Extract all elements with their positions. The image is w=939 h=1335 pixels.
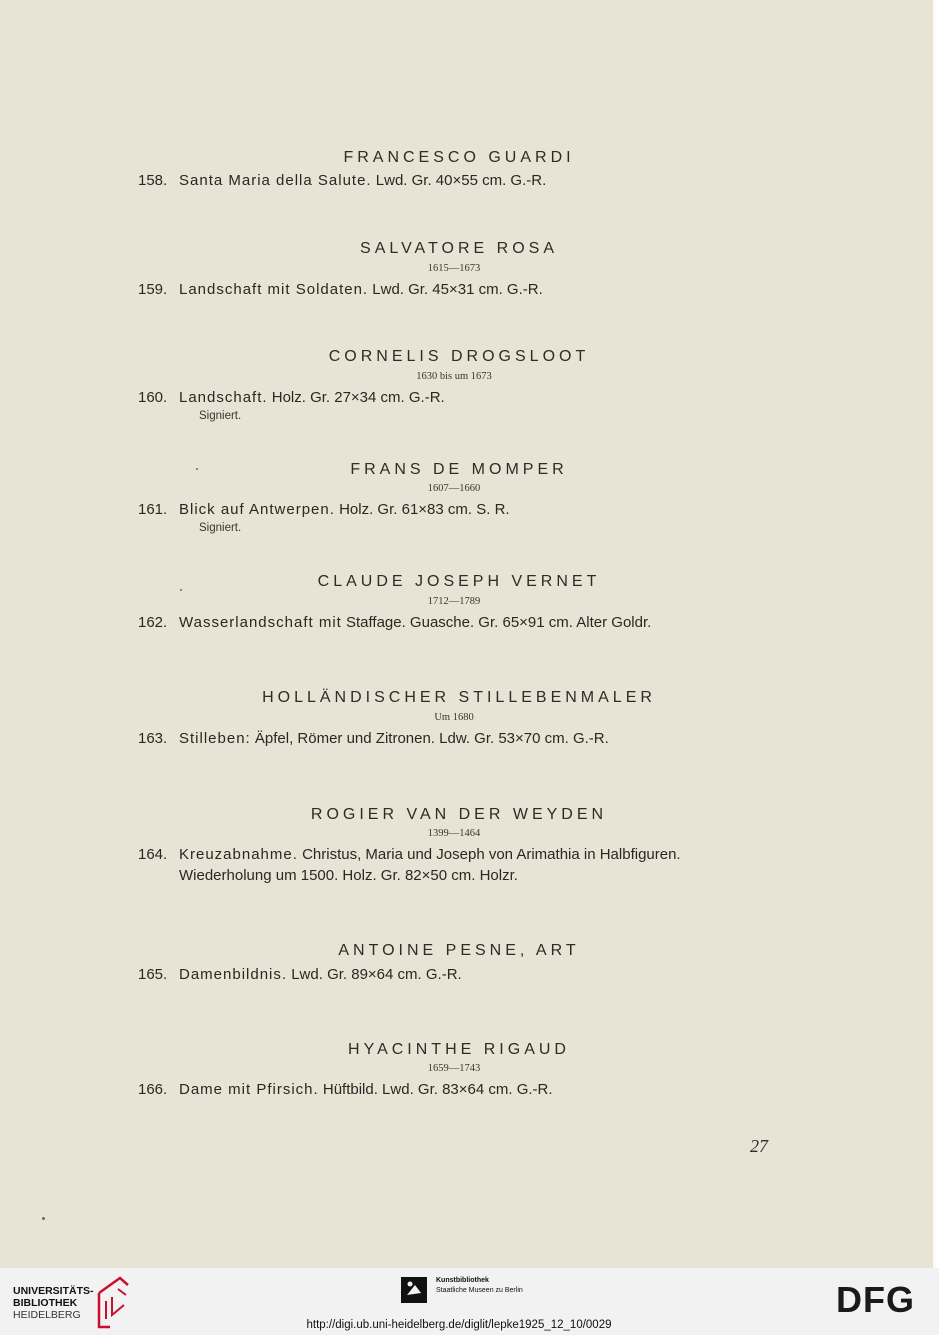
artist-heading: HOLLÄNDISCHER STILLEBENMALER [262, 689, 656, 706]
dfg-logo-text: DFG [836, 1282, 915, 1316]
entry-note: Signiert. [199, 522, 242, 534]
paper-speck [196, 468, 198, 470]
artist-heading: SALVATORE ROSA [360, 240, 558, 257]
entry-title: Blick auf Antwerpen. [179, 501, 335, 518]
artist-dates: 1712—1789 [427, 596, 481, 607]
entry-title: Santa Maria della Salute. [179, 172, 372, 189]
library-name [13, 1285, 94, 1321]
artist-dates: 1399—1464 [427, 828, 481, 839]
entry-number: 159. [138, 281, 168, 298]
artist-heading: FRANS DE MOMPER [350, 461, 568, 478]
kb-line: Kunstbibliothek [436, 1277, 489, 1284]
page-number: 27 [750, 1136, 768, 1156]
catalog-entry-line [138, 846, 681, 863]
artist-heading: ANTOINE PESNE, ART [338, 942, 580, 959]
paper-speck [42, 1217, 45, 1220]
entry-number: 158. [138, 172, 168, 189]
entry-number: 165. [138, 966, 168, 983]
catalog-entry-line [138, 281, 543, 298]
entry-title: Dame mit Pfirsich. [179, 1081, 319, 1098]
artist-heading: CORNELIS DROGSLOOT [328, 348, 590, 365]
entry-continuation: Wiederholung um 1500. Holz. Gr. 82×50 cm. Holzr. [179, 867, 518, 884]
artist-heading: FRANCESCO GUARDI [343, 149, 575, 166]
dfg-logo-icon[interactable] [836, 1282, 926, 1316]
entry-title: Landschaft. [179, 389, 268, 406]
entry-number: 164. [138, 846, 168, 863]
artist-heading: HYACINTHE RIGAUD [348, 1041, 570, 1058]
entry-details: Hüftbild. Lwd. Gr. 83×64 cm. G.-R. [318, 1081, 553, 1098]
entry-number: 166. [138, 1081, 168, 1098]
entry-details: Lwd. Gr. 45×31 cm. G.-R. [368, 281, 543, 298]
catalog-entry-line [138, 614, 651, 631]
entry-number: 161. [138, 501, 168, 518]
catalog-entry-line [138, 172, 546, 189]
entry-details: Äpfel, Römer und Zitronen. Ldw. Gr. 53×70 cm. G.-R. [250, 730, 609, 747]
entry-details: Lwd. Gr. 40×55 cm. G.-R. [371, 172, 547, 189]
library-line: HEIDELBERG [13, 1309, 81, 1321]
entry-details: Lwd. Gr. 89×64 cm. G.-R. [287, 966, 462, 983]
entry-note: Signiert. [199, 410, 242, 422]
catalog-entry-line [138, 966, 462, 983]
entry-details: Christus, Maria und Joseph von Arimathia in Halbfiguren. [297, 846, 681, 863]
artist-dates: 1630 bis um 1673 [416, 371, 492, 382]
entry-details: Holz. Gr. 27×34 cm. G.-R. [267, 389, 445, 406]
digitization-footer [0, 1268, 939, 1335]
library-line: BIBLIOTHEK [13, 1297, 78, 1309]
artist-dates: Um 1680 [434, 712, 474, 723]
artist-dates: 1659—1743 [427, 1063, 481, 1074]
entry-title: Landschaft mit Soldaten. [179, 281, 369, 298]
kunstbibliothek-logo-icon[interactable] [401, 1269, 431, 1305]
kunstbibliothek-name [436, 1276, 523, 1296]
entry-title: Damenbildnis. [179, 966, 288, 983]
entry-details: Staffage. Guasche. Gr. 65×91 cm. Alter Goldr. [341, 614, 652, 631]
permalink-url[interactable]: http://digi.ub.uni-heidelberg.de/diglit/lepke1925_12_10/0029 [306, 1319, 612, 1331]
artist-heading: ROGIER VAN DER WEYDEN [310, 806, 608, 823]
entry-number: 162. [138, 614, 168, 631]
entry-number: 163. [138, 730, 168, 747]
library-line: UNIVERSITÄTS- [13, 1285, 94, 1297]
kb-line: Staatliche Museen zu Berlin [436, 1287, 523, 1294]
paper-speck [180, 589, 182, 591]
entry-title: Stilleben: [179, 730, 251, 747]
entry-title: Kreuzabnahme. [179, 846, 298, 863]
catalog-entry-line [138, 730, 609, 747]
artist-dates: 1607—1660 [427, 483, 481, 494]
entry-title: Wasserlandschaft mit [179, 614, 342, 631]
catalog-entry-line [138, 501, 510, 518]
catalog-entry-line [138, 389, 445, 406]
entry-details: Holz. Gr. 61×83 cm. S. R. [334, 501, 510, 518]
artist-dates: 1615—1673 [427, 263, 481, 274]
artist-heading: CLAUDE JOSEPH VERNET [317, 573, 601, 590]
page-edge [933, 0, 936, 1268]
entry-number: 160. [138, 389, 168, 406]
catalog-entry-line [138, 1081, 553, 1098]
